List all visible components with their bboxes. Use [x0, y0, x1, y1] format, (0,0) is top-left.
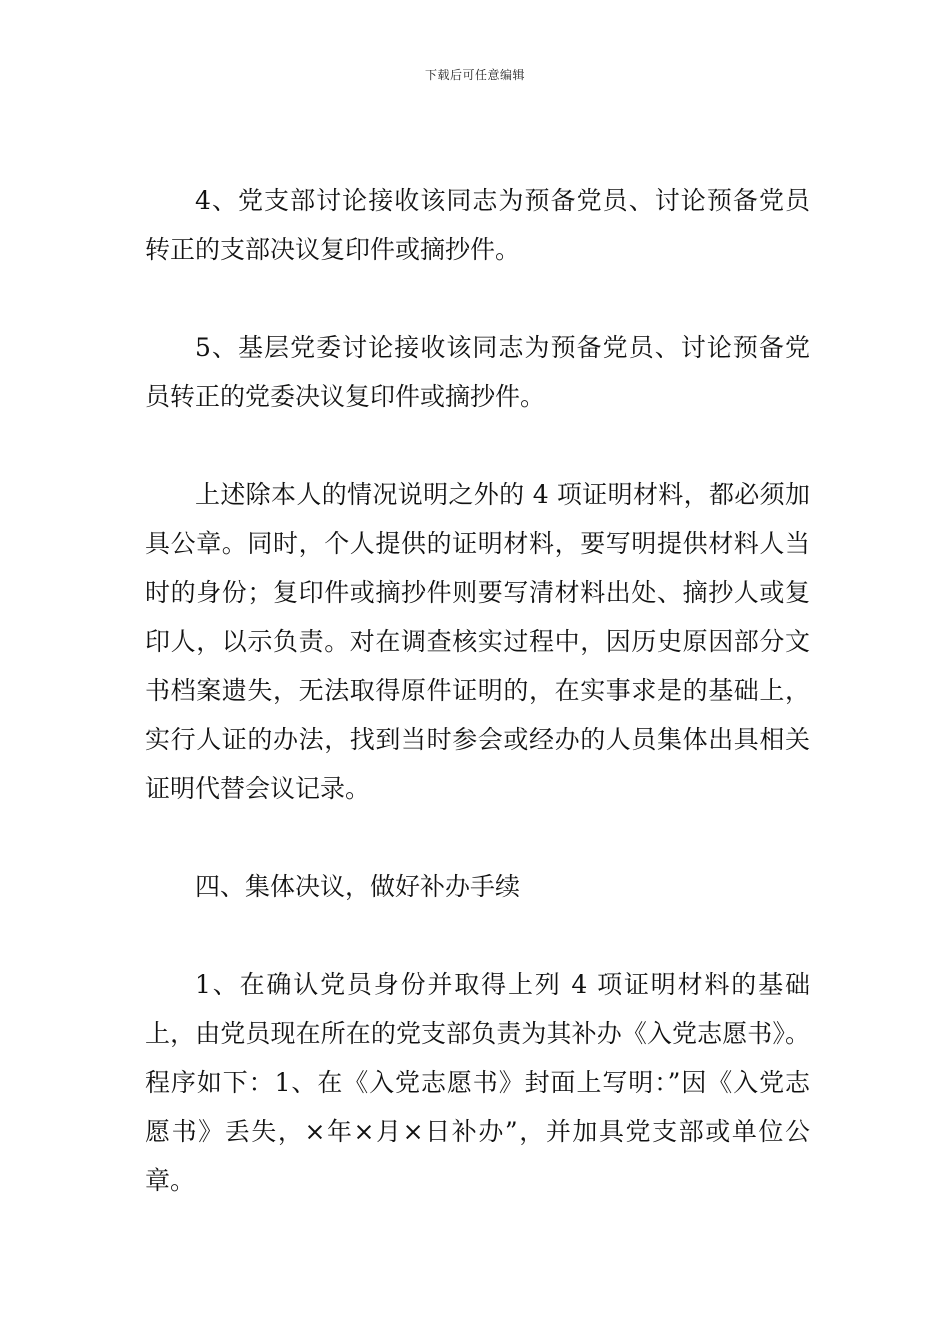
section-heading: 四、集体决议，做好补办手续 — [195, 872, 521, 901]
paragraph-materials-note: 上述除本人的情况说明之外的 4 项证明材料，都必须加具公章。同时，个人提供的证明材料，要写明提供材料人当时的身份；复印件或摘抄件则要写清材料出处、摘抄人或复印人，以示负责。对在调查核实过程中，因历史原因部分文书档案遗失，无法取得原件证明的，在实事求是的基础上，实行人证的办法，找到当时参会或经办的人员集体出具相关证明代替会议记录。 — [145, 480, 810, 803]
document-body — [145, 176, 810, 1205]
paragraph-procedure: 1、在确认党员身份并取得上列 4 项证明材料的基础上，由党员现在所在的党支部负责为其补办《入党志愿书》。程序如下：1、在《入党志愿书》封面上写明：”因《入党志愿书》丢失，×年×月×日补办”，并加具党支部或单位公章。 — [145, 970, 810, 1195]
header-note: 下载后可任意编辑 — [424, 68, 525, 82]
paragraph-item-4: 4、党支部讨论接收该同志为预备党员、讨论预备党员转正的支部决议复印件或摘抄件。 — [145, 186, 810, 264]
paragraph-item-5: 5、基层党委讨论接收该同志为预备党员、讨论预备党员转正的党委决议复印件或摘抄件。 — [145, 333, 810, 411]
